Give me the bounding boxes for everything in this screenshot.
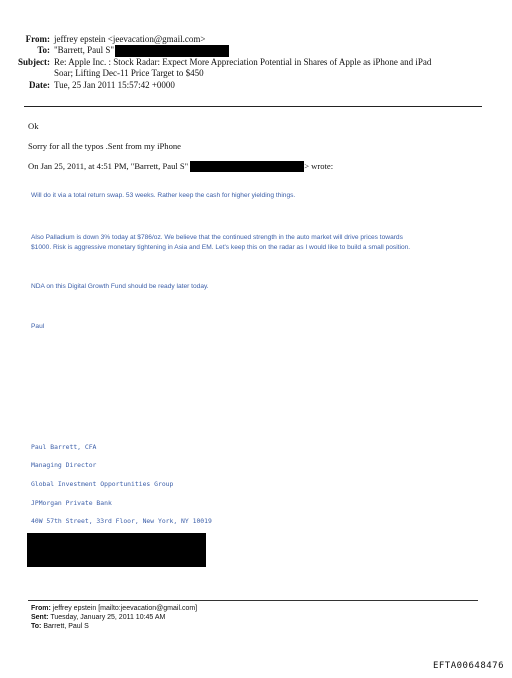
date-label: Date:	[29, 80, 50, 90]
from-value: jeffrey epstein <jeevacation@gmail.com>	[54, 34, 206, 44]
quoted-paragraph-1: Will do it via a total return swap. 53 weeks. Rather keep the cash for higher yielding things.	[31, 192, 296, 199]
forward-sent-row	[31, 614, 165, 623]
reply-line-2: Sorry for all the typos .Sent from my iPhone	[28, 141, 182, 151]
quote-prefix: On Jan 25, 2011, at 4:51 PM, "Barrett, Paul S"	[28, 161, 189, 171]
quoted-signoff: Paul	[31, 323, 45, 330]
signature-address: 40W 57th Street, 33rd Floor, New York, NY 10019	[31, 517, 212, 525]
quoted-paragraph-2-line-1: Also Palladium is down 3% today at $786/oz. We believe that the continued strength in the auto market will drive prices towards	[31, 234, 403, 241]
signature-group: Global Investment Opportunities Group	[31, 480, 174, 488]
header-divider	[24, 106, 482, 107]
forward-sent-value: Tuesday, January 25, 2011 10:45 AM	[50, 614, 166, 621]
to-value: "Barrett, Paul S"	[54, 45, 115, 55]
reply-line-1: Ok	[28, 121, 39, 131]
forward-to-value: Barrett, Paul S	[43, 623, 89, 630]
quote-intro	[28, 161, 333, 172]
document-id: EFTA00648476	[432, 661, 504, 671]
subject-line-2: Soar; Lifting Dec-11 Price Target to $450	[54, 68, 204, 78]
to-label: To:	[37, 45, 50, 55]
quoted-paragraph-2-line-2: $1000. Risk is aggressive monetary tightening in Asia and EM. Let's keep this on the radar as I would like to build a small position.	[31, 244, 411, 251]
subject-label: Subject:	[18, 57, 50, 67]
header-subject-row	[0, 57, 431, 68]
signature-name: Paul Barrett, CFA	[31, 443, 97, 451]
from-label: From:	[25, 34, 50, 44]
forward-from-row	[31, 605, 197, 614]
redaction-block	[190, 161, 304, 172]
quoted-paragraph-3: NDA on this Digital Growth Fund should be ready later today.	[31, 283, 209, 290]
signature-bank: JPMorgan Private Bank	[31, 499, 112, 507]
date-value: Tue, 25 Jan 2011 15:57:42 +0000	[54, 80, 175, 90]
signature-title: Managing Director	[31, 461, 97, 469]
forward-divider	[28, 600, 478, 601]
forward-to-label: To:	[31, 623, 42, 630]
forward-from-value: jeffrey epstein [mailto:jeevacation@gmail.com]	[52, 605, 198, 612]
header-date-row	[0, 80, 175, 91]
redaction-block	[27, 533, 206, 567]
header-from-row	[0, 34, 205, 45]
subject-line-1: Re: Apple Inc. : Stock Radar: Expect More Appreciation Potential in Shares of Apple as iPhone and iPad	[54, 57, 432, 67]
forward-from-label: From:	[31, 605, 51, 612]
header-to-row	[0, 45, 229, 57]
quote-suffix: > wrote:	[304, 161, 334, 171]
forward-to-row	[31, 623, 89, 632]
forward-sent-label: Sent:	[31, 614, 49, 621]
redaction-block	[115, 45, 229, 57]
